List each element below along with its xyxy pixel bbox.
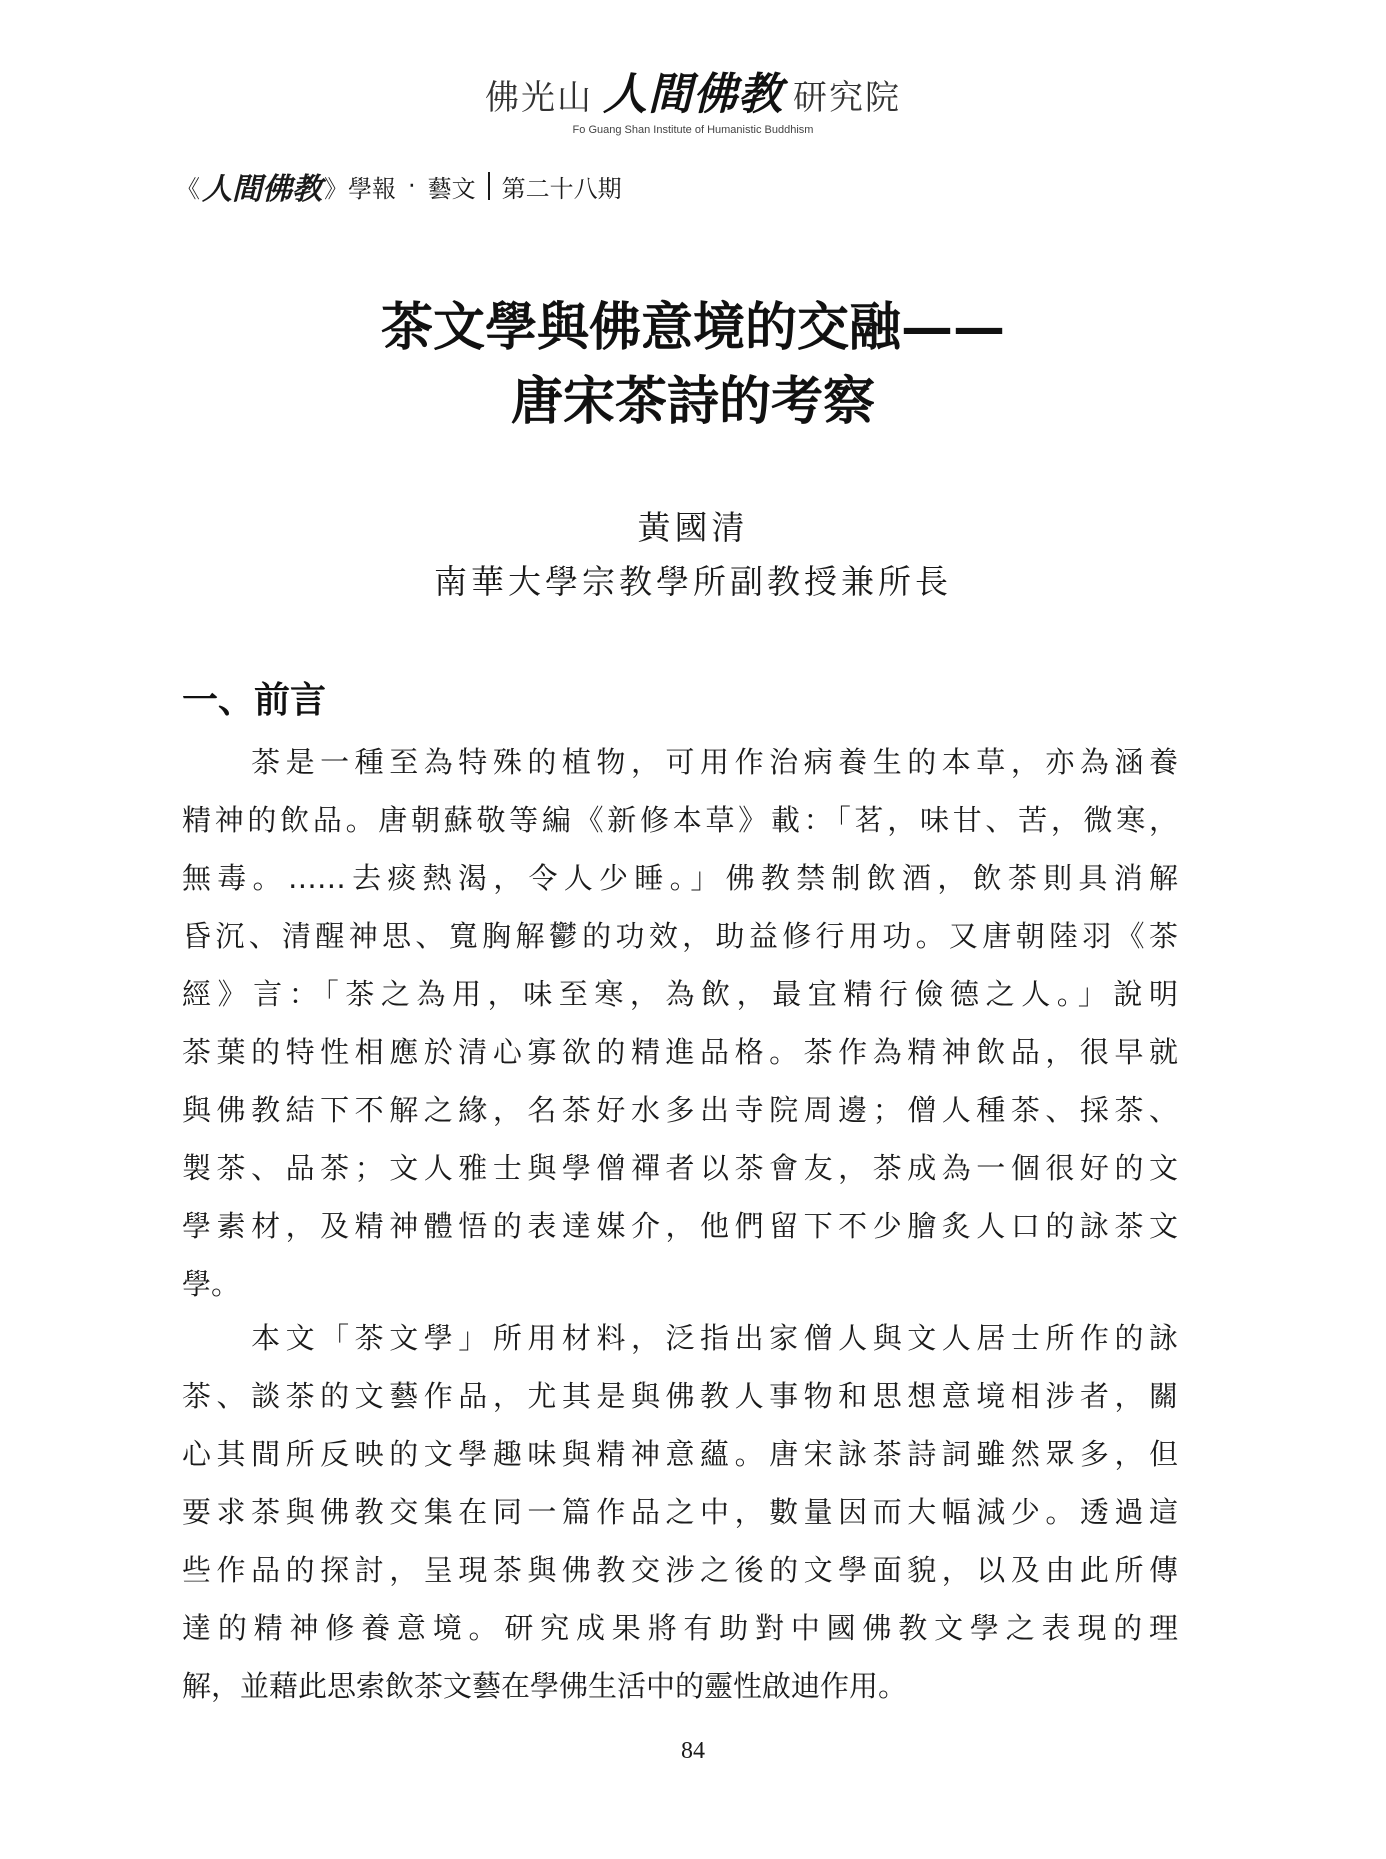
text-line: 學。: [182, 1267, 241, 1301]
journal-section: 藝文: [427, 174, 476, 203]
text-line: 茶葉的特性相應於清心寡欲的精進品格。茶作為精神飲品，很早就: [182, 1035, 1178, 1069]
text-line: 學素材，及精神體悟的表達媒介，他們留下不少膾炙人口的詠茶文: [182, 1209, 1178, 1243]
text-line: 本文「茶文學」所用材料，泛指出家僧人與文人居士所作的詠: [182, 1321, 1178, 1355]
text-line: 些作品的探討，呈現茶與佛教交涉之後的文學面貌，以及由此所傳: [182, 1553, 1178, 1587]
paragraph-2: [182, 1309, 1178, 1715]
text-line: 精神的飲品。唐朝蘇敬等編《新修本草》載：「茗，味甘、苦，微寒，: [182, 803, 1178, 837]
text-line: 與佛教結下不解之緣，名茶好水多出寺院周邊；僧人種茶、採茶、: [182, 1093, 1178, 1127]
journal-separator-bar: [488, 172, 490, 200]
institute-prefix: 佛光山: [485, 78, 593, 118]
text-line: 心其間所反映的文學趣味與精神意蘊。唐宋詠茶詩詞雖然眾多，但: [182, 1437, 1178, 1471]
institute-suffix: 研究院: [793, 78, 901, 118]
institute-header: [0, 58, 1386, 136]
text-line: 茶、談茶的文藝作品，尤其是與佛教人事物和思想意境相涉者，關: [182, 1379, 1178, 1413]
institute-name: [485, 58, 901, 122]
article-title-line-1: 茶文學與佛意境的交融——: [380, 297, 1005, 358]
page-number: 84: [681, 1738, 705, 1764]
text-line: 達的精神修養意境。研究成果將有助對中國佛教文學之表現的理: [182, 1611, 1178, 1645]
author-name: 黃國清: [637, 508, 749, 547]
text-line: 經》言：「茶之為用，味至寒，為飲，最宜精行儉德之人。」說明: [182, 977, 1178, 1011]
section-heading: 一、前言: [182, 679, 327, 721]
journal-issue: 第二十八期: [501, 174, 622, 203]
text-line: 昏沉、清醒神思、寬胸解鬱的功效，助益修行用功。又唐朝陸羽《茶: [182, 919, 1178, 953]
journal-bracket-close: 》: [324, 174, 348, 203]
text-line: 茶是一種至為特殊的植物，可用作治病養生的本草，亦為涵養: [182, 745, 1178, 779]
journal-running-header: [176, 164, 622, 208]
journal-separator-dot: ‧: [408, 172, 416, 200]
paragraph-1: [182, 733, 1178, 1313]
journal-bracket-open: 《: [176, 174, 200, 203]
text-line: 要求茶與佛教交集在同一篇作品之中，數量因而大幅減少。透過這: [182, 1495, 1178, 1529]
author-affiliation: 南華大學宗教學所副教授兼所長: [434, 562, 952, 601]
text-line: 製茶、品茶；文人雅士與學僧禪者以茶會友，茶成為一個很好的文: [182, 1151, 1178, 1185]
journal-logo: 人間佛教: [202, 172, 322, 207]
text-line: 解，並藉此思索飲茶文藝在學佛生活中的靈性啟迪作用。: [182, 1669, 908, 1703]
journal-name-suffix: 學報: [348, 174, 396, 203]
text-line: 無毒。……去痰熱渴，令人少睡。」佛教禁制飲酒，飲茶則具消解: [182, 861, 1178, 895]
article-title-line-2: 唐宋茶詩的考察: [510, 371, 875, 432]
institute-logo: 人間佛教: [603, 69, 783, 120]
institute-english-name: Fo Guang Shan Institute of Humanistic Buddhism: [572, 124, 814, 136]
